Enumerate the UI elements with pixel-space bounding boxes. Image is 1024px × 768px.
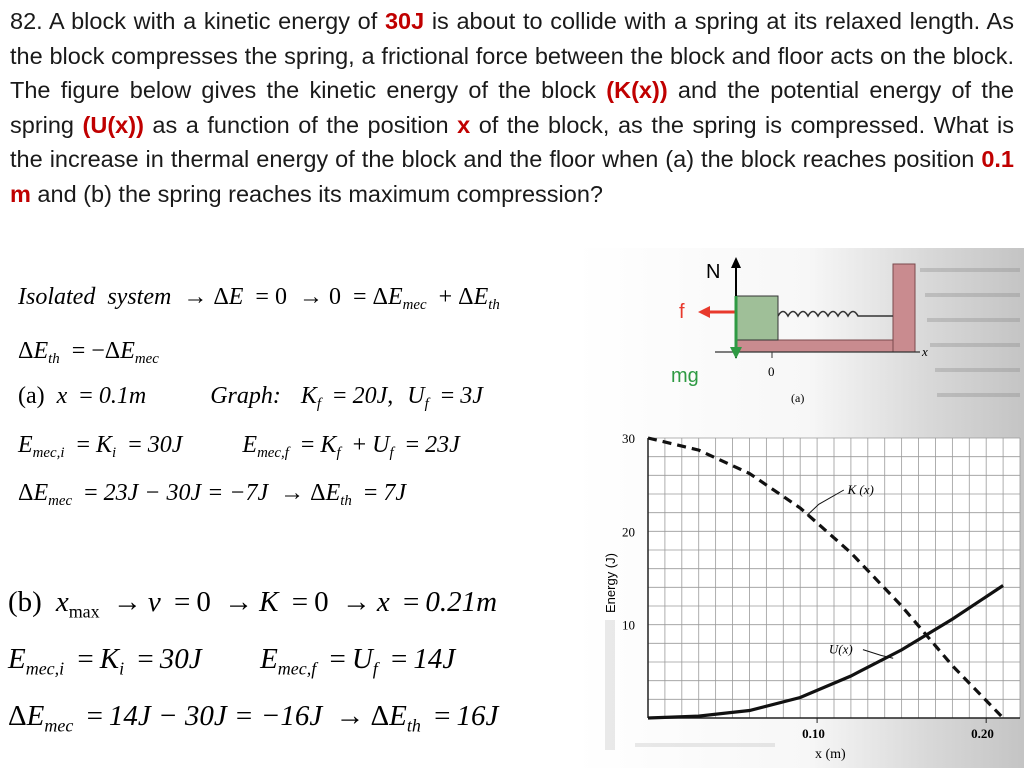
problem-text-2: is about to collide with a spring at its relaxed length. As the block compresses the spring, a frictional force between the block and floor acts on the block. The figure below gives the kinetic energy of the block	[10, 8, 1014, 103]
initial-kinetic-energy: 30J	[384, 8, 425, 34]
problem-statement	[10, 4, 1014, 211]
problem-text-3: and the potential energy of the spring	[10, 77, 1014, 138]
problem-text-1: A block with a kinetic energy of	[42, 8, 385, 34]
floor-bar	[735, 340, 915, 352]
y-tick-label: 20	[622, 524, 635, 540]
equation-part-b-given: (b) $x_{max} \to v = 0 \to K = 0 \to x = 0.21m$	[8, 586, 498, 622]
equation-part-a-result: $\Delta E_{mec} = 23J - 30J = -7J \to \Delta E_{th} = 7J$	[18, 480, 407, 510]
problem-text-5: of the block, as the spring is compressed. What is the increase in thermal energy of the block and the floor when (a) the block reaches position	[10, 111, 1014, 172]
equation-part-a-energies: $E_{mec,i} = K_i = 30J$ $E_{mec,f} = K_f + U_f = 23J$	[18, 432, 460, 462]
textbook-figure	[575, 248, 1024, 768]
x-axis-title: x (m)	[815, 747, 846, 762]
gravity-label: mg	[671, 365, 699, 387]
potential-energy-label: (U(x))	[82, 111, 144, 138]
equation-thermal-energy: $\Delta E_{th} = -\Delta E_{mec}$	[18, 338, 159, 368]
y-tick-label: 10	[622, 617, 635, 633]
equation-part-a-given: (a) x = 0.1m Graph: $K_f = 20J$, $U_f = 3J$	[18, 383, 483, 413]
x-axis-label: x	[922, 344, 928, 359]
origin-label: 0	[768, 364, 775, 379]
target-position: 0.1 m	[10, 146, 1014, 207]
equation-part-b-energies: $E_{mec,i} = K_i = 30J$ $E_{mec,f} = U_f = 14J$	[8, 643, 456, 679]
block	[737, 296, 778, 340]
equation-part-b-result: $\Delta E_{mec} = 14J - 30J = -16J \to \Delta E_{th} = 16J$	[8, 700, 499, 736]
problem-text-4: as a function of the position	[143, 111, 458, 138]
problem-number: 82.	[10, 8, 43, 34]
friction-label: f	[679, 301, 685, 323]
y-tick-label: 30	[622, 431, 635, 446]
kinetic-energy-label: (K(x))	[606, 77, 668, 103]
position-variable: x	[457, 111, 471, 138]
kinetic-energy-label: K (x)	[847, 482, 874, 497]
x-tick-label: 0.20	[971, 726, 994, 741]
equation-isolated-system: Isolated system → $\Delta E = 0 \to 0 = \Delta E_{mec} + \Delta E_{th}$	[18, 284, 500, 314]
x-tick-label: 0.10	[802, 726, 825, 741]
potential-energy-label: U(x)	[828, 641, 853, 657]
energy-chart	[603, 431, 1020, 762]
wall	[893, 264, 915, 352]
y-axis-title: Energy (J)	[603, 553, 618, 613]
problem-text-6: and (b) the spring reaches its maximum compression?	[30, 180, 603, 207]
normal-force-label: N	[706, 261, 721, 283]
figure-caption: (a)	[791, 391, 805, 405]
